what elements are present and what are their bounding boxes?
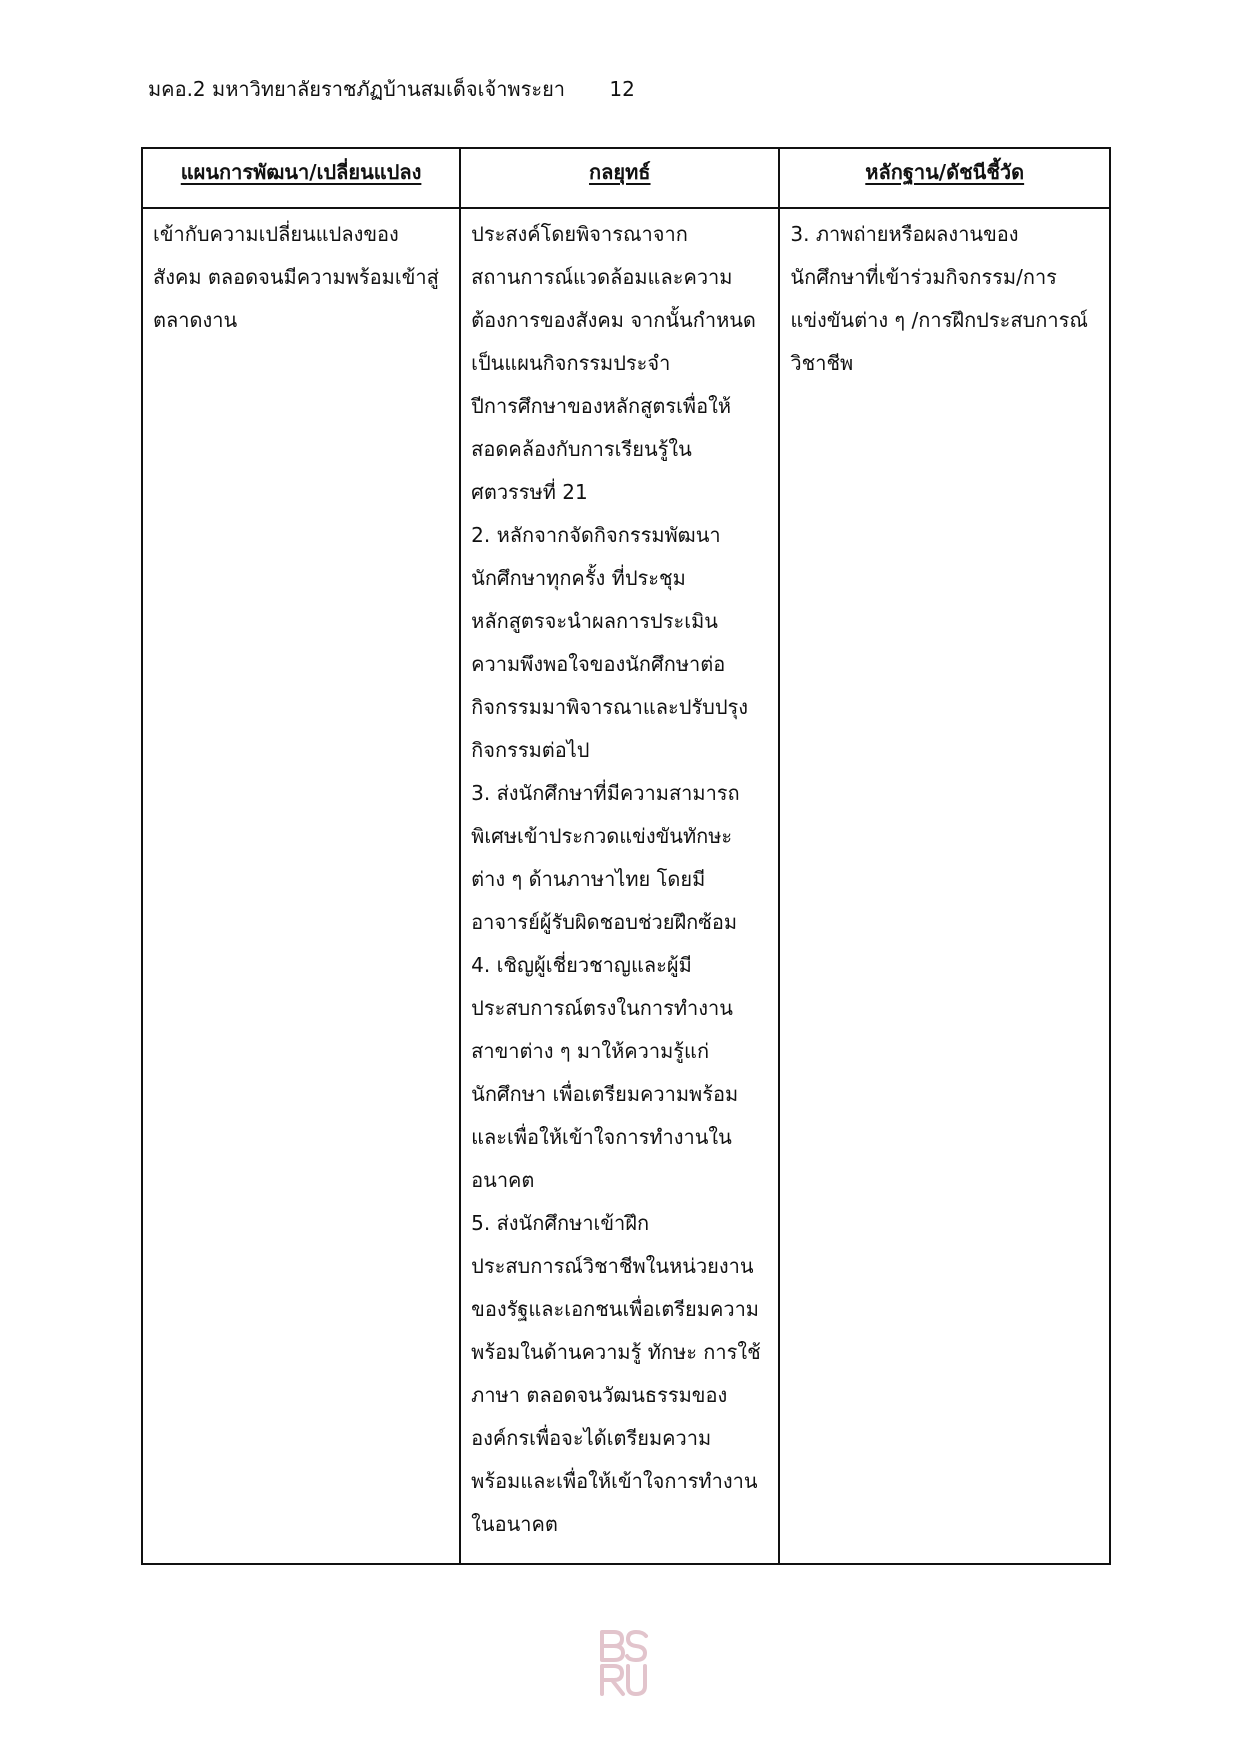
- header-evidence-indicator: หลักฐาน/ดัชนีชี้วัด: [779, 148, 1110, 208]
- text-line: นักศึกษา เพื่อเตรียมความพร้อม: [471, 1082, 739, 1106]
- strategy-cell: [460, 208, 779, 1564]
- text-line: สาขาต่าง ๆ มาให้ความรู้แก่: [471, 1039, 710, 1063]
- text-line: และเพื่อให้เข้าใจการทำงานใน: [471, 1125, 732, 1149]
- text-line: เข้ากับความเปลี่ยนแปลงของ: [153, 222, 399, 246]
- text-line: ประสงค์โดยพิจารณาจาก: [471, 222, 688, 246]
- text-line: วิชาชีพ: [790, 351, 854, 375]
- table-header-row: [142, 148, 1110, 208]
- text-line: หลักสูตรจะนำผลการประเมิน: [471, 609, 718, 633]
- text-line: 2. หลักจากจัดกิจกรรมพัฒนา: [471, 523, 721, 547]
- text-line: อาจารย์ผู้รับผิดชอบช่วยฝึกซ้อม: [471, 910, 738, 934]
- text-line: 5. ส่งนักศึกษาเข้าฝึก: [471, 1211, 650, 1235]
- text-line: กิจกรรมต่อไป: [471, 738, 590, 762]
- text-line: กิจกรรมมาพิจารณาและปรับปรุง: [471, 695, 749, 719]
- text-line: แข่งขันต่าง ๆ /การฝึกประสบการณ์: [790, 308, 1088, 332]
- header-development-plan: แผนการพัฒนา/เปลี่ยนแปลง: [142, 148, 460, 208]
- text-line: 3. ส่งนักศึกษาที่มีความสามารถ: [471, 781, 740, 805]
- text-line: ความพึงพอใจของนักศึกษาต่อ: [471, 652, 726, 676]
- text-line: สถานการณ์แวดล้อมและความ: [471, 265, 733, 289]
- text-line: 4. เชิญผู้เชี่ยวชาญและผู้มี: [471, 953, 692, 977]
- text-line: พิเศษเข้าประกวดแข่งขันทักษะ: [471, 824, 733, 848]
- text-line: เป็นแผนกิจกรรมประจำ: [471, 351, 671, 375]
- text-line: องค์กรเพื่อจะได้เตรียมความ: [471, 1426, 712, 1450]
- page-header: [148, 72, 635, 106]
- text-line: ต้องการของสังคม จากนั้นกำหนด: [471, 308, 756, 332]
- evidence-indicator-cell: [779, 208, 1110, 1564]
- text-line: ของรัฐและเอกชนเพื่อเตรียมความ: [471, 1297, 759, 1321]
- text-line: สอดคล้องกับการเรียนรู้ใน: [471, 437, 692, 461]
- text-line: 3. ภาพถ่ายหรือผลงานของ: [790, 222, 1019, 246]
- development-plan-cell: [142, 208, 460, 1564]
- text-line: ศตวรรษที่ 21: [471, 480, 588, 504]
- text-line: พร้อมและเพื่อให้เข้าใจการทำงาน: [471, 1469, 758, 1493]
- table-row: [142, 208, 1110, 1564]
- text-line: ต่าง ๆ ด้านภาษาไทย โดยมี: [471, 867, 706, 891]
- page-number: 12: [609, 77, 635, 101]
- text-line: ประสบการณ์วิชาชีพในหน่วยงาน: [471, 1254, 754, 1278]
- text-line: ในอนาคต: [471, 1512, 558, 1536]
- university-logo-watermark: [598, 1628, 650, 1698]
- text-line: สังคม ตลอดจนมีความพร้อมเข้าสู่: [153, 265, 439, 289]
- text-line: ตลาดงาน: [153, 308, 238, 332]
- text-line: พร้อมในด้านความรู้ ทักษะ การใช้: [471, 1340, 761, 1364]
- text-line: ภาษา ตลอดจนวัฒนธรรมของ: [471, 1383, 728, 1407]
- text-line: อนาคต: [471, 1168, 535, 1192]
- text-line: นักศึกษาที่เข้าร่วมกิจกรรม/การ: [790, 265, 1057, 289]
- text-line: ปีการศึกษาของหลักสูตรเพื่อให้: [471, 394, 732, 418]
- text-line: ประสบการณ์ตรงในการทำงาน: [471, 996, 733, 1020]
- header-strategy: กลยุทธ์: [460, 148, 779, 208]
- development-plan-table: [141, 147, 1111, 1565]
- text-line: นักศึกษาทุกครั้ง ที่ประชุม: [471, 566, 686, 590]
- document-title: มคอ.2 มหาวิทยาลัยราชภัฏบ้านสมเด็จเจ้าพระยา: [148, 77, 566, 101]
